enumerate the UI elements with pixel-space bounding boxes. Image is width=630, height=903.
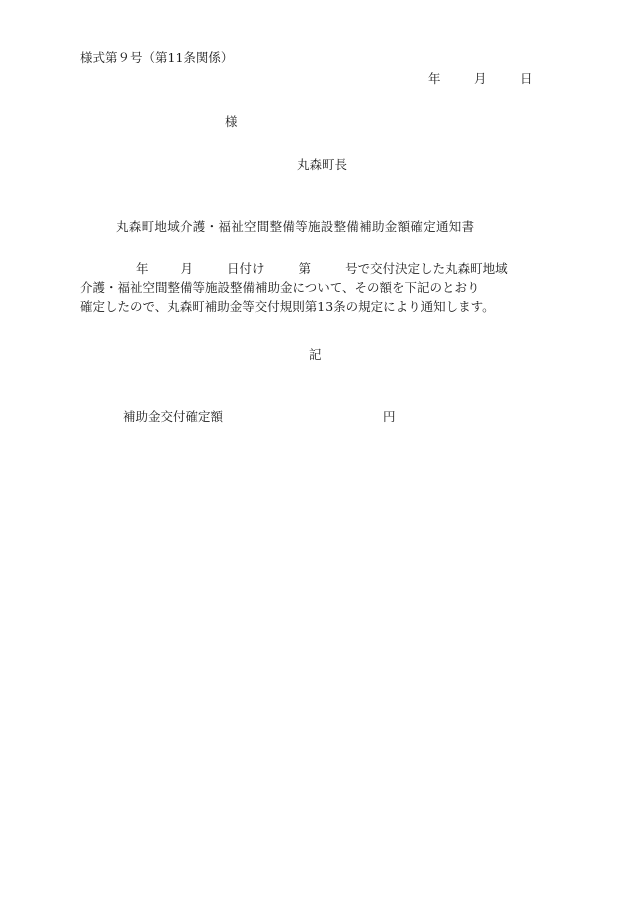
ki-heading: 記 (309, 347, 322, 362)
issue-date (428, 73, 533, 86)
body-month-label: 月 (180, 261, 194, 276)
body-line-1-rest: 号で交付決定した丸森町地域 (345, 261, 508, 276)
document-title: 丸森町地域介護・福祉空間整備等施設整備補助金額確定通知書 (116, 219, 475, 234)
body-line-2: 介護・福祉空間整備等施設整備補助金について、その額を下記のとおり (80, 280, 480, 295)
body-line-3: 確定したので、丸森町補助金等交付規則第13条の規定により通知します。 (80, 299, 495, 314)
issuer-name: 丸森町長 (297, 157, 348, 172)
notice-body (80, 263, 560, 320)
date-month-label: 月 (474, 71, 487, 86)
date-day-label: 日 (520, 71, 533, 86)
amount-unit: 円 (383, 409, 396, 424)
amount-label: 補助金交付確定額 (123, 409, 224, 424)
body-year-label: 年 (136, 261, 149, 276)
body-dated-label: 日付け (227, 261, 265, 276)
form-number: 様式第９号（第11条関係） (80, 50, 234, 65)
date-year-label: 年 (428, 71, 441, 86)
addressee-suffix: 様 (225, 114, 238, 129)
body-number-prefix: 第 (298, 261, 312, 276)
